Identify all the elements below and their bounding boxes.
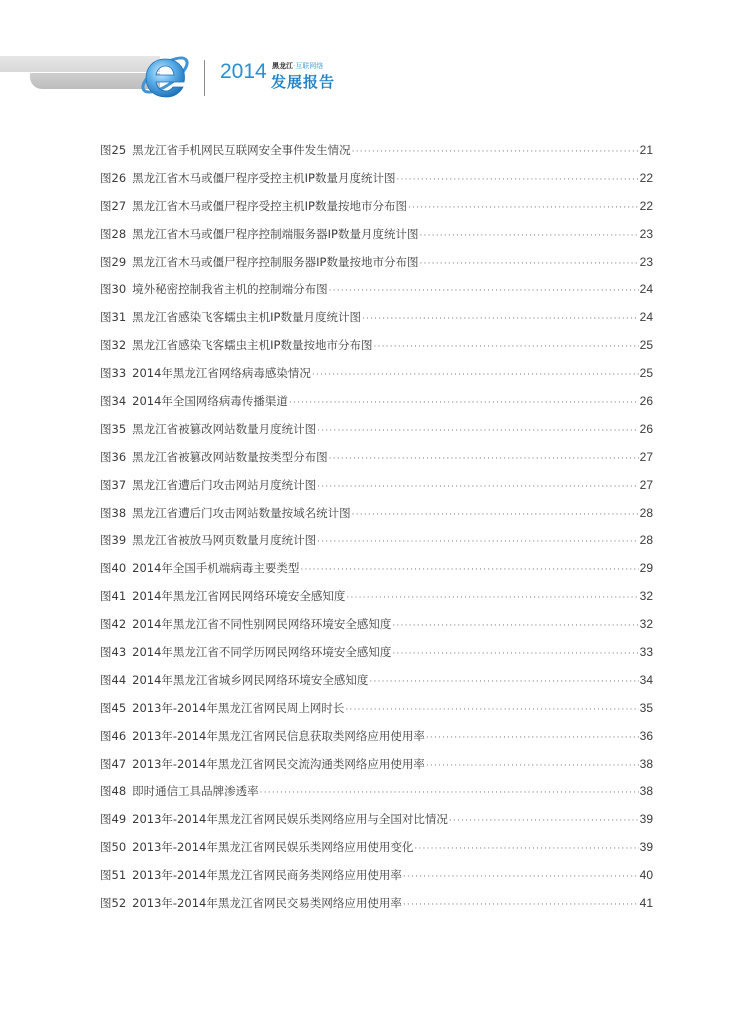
page-number: 26 (639, 421, 653, 436)
figure-number: 图31 (100, 310, 127, 325)
toc-entry[interactable] (100, 308, 653, 336)
header-divider (204, 60, 205, 96)
figure-title: 黑龙江省遭后门攻击网站数量按域名统计图 (132, 505, 351, 520)
figure-number: 图48 (100, 784, 127, 799)
toc-entry[interactable] (100, 253, 653, 281)
page-number: 29 (639, 561, 653, 576)
toc-entry[interactable] (100, 531, 653, 559)
page-number: 40 (639, 868, 653, 883)
toc-entry[interactable] (100, 671, 653, 699)
figure-title: 2013年-2014年黑龙江省网民周上网时长 (132, 700, 345, 715)
figure-title: 2014年全国网络病毒传播渠道 (132, 394, 288, 409)
figure-number: 图51 (100, 868, 127, 883)
figure-number: 图35 (100, 421, 127, 436)
dot-leader (317, 478, 639, 496)
figure-title: 2013年-2014年黑龙江省网民商务类网络应用使用率 (132, 868, 402, 883)
toc-entry[interactable] (100, 197, 653, 225)
toc-entry[interactable] (100, 810, 653, 838)
figure-title: 黑龙江省手机网民互联网安全事件发生情况 (132, 143, 351, 157)
figure-number: 图33 (100, 366, 127, 381)
page-number: 22 (639, 170, 653, 185)
figure-number: 图25 (100, 143, 127, 157)
figure-title: 2014年黑龙江省不同学历网民网络环境安全感知度 (132, 645, 392, 660)
dot-leader (369, 673, 638, 691)
dot-leader (414, 840, 638, 858)
dot-leader (362, 310, 639, 328)
dot-leader (408, 199, 639, 217)
page-number: 25 (639, 338, 653, 353)
report-subtitle (272, 62, 323, 70)
dot-leader (396, 171, 638, 189)
figure-number: 图26 (100, 170, 127, 185)
page-number: 38 (639, 784, 653, 799)
dot-leader (449, 812, 639, 830)
figure-number: 图47 (100, 756, 127, 771)
figure-list (100, 141, 653, 922)
figure-number: 图50 (100, 840, 127, 855)
figure-number: 图32 (100, 338, 127, 353)
page-number: 28 (639, 505, 653, 520)
page-header (0, 0, 755, 120)
figure-number: 图43 (100, 645, 127, 660)
figure-title: 黑龙江省感染飞客蠕虫主机IP数量月度统计图 (132, 310, 361, 325)
figure-number: 图29 (100, 254, 127, 269)
toc-entry[interactable] (100, 643, 653, 671)
figure-title: 2013年-2014年黑龙江省网民交易类网络应用使用率 (132, 896, 402, 911)
dot-leader (392, 645, 638, 663)
dot-leader (392, 617, 638, 635)
figure-number: 图46 (100, 728, 127, 743)
dot-leader (352, 506, 639, 524)
dot-leader (260, 784, 639, 802)
figure-title: 黑龙江省木马或僵尸程序受控主机IP数量按地市分布图 (132, 198, 407, 213)
figure-title: 黑龙江省遭后门攻击网站月度统计图 (132, 477, 317, 492)
dot-leader (317, 422, 639, 440)
figure-number: 图34 (100, 394, 127, 409)
toc-entry[interactable] (100, 699, 653, 727)
figure-number: 图37 (100, 477, 127, 492)
figure-title: 黑龙江省木马或僵尸程序受控主机IP数量月度统计图 (132, 170, 396, 185)
dot-leader (346, 589, 638, 607)
page-number: 33 (639, 645, 653, 660)
figure-title: 黑龙江省感染飞客蠕虫主机IP数量按地市分布图 (132, 338, 373, 353)
page-number: 24 (639, 282, 653, 297)
page-number: 32 (639, 617, 653, 632)
figure-title: 2014年黑龙江省网络病毒感染情况 (132, 366, 311, 381)
toc-entry[interactable] (100, 392, 653, 420)
figure-number: 图42 (100, 617, 127, 632)
toc-entry[interactable] (100, 504, 653, 532)
toc-entry[interactable] (100, 587, 653, 615)
figure-title: 黑龙江省被放马网页数量月度统计图 (132, 533, 317, 548)
dot-leader (329, 282, 639, 300)
dot-leader (317, 533, 639, 551)
page-number: 26 (639, 394, 653, 409)
toc-entry[interactable] (100, 894, 653, 922)
figure-title: 黑龙江省木马或僵尸程序控制端服务器IP数量月度统计图 (132, 226, 419, 241)
figure-title: 2014年黑龙江省网民网络环境安全感知度 (132, 589, 346, 604)
toc-entry[interactable] (100, 782, 653, 810)
page-number: 34 (639, 672, 653, 687)
figure-title: 即时通信工具品牌渗透率 (132, 784, 259, 799)
page-number: 28 (639, 533, 653, 548)
page-number: 38 (639, 756, 653, 771)
toc-entry[interactable] (100, 615, 653, 643)
figure-title: 2013年-2014年黑龙江省网民娱乐类网络应用与全国对比情况 (132, 812, 448, 827)
toc-entry[interactable] (100, 866, 653, 894)
figure-title: 2013年-2014年黑龙江省网民交流沟通类网络应用使用率 (132, 756, 425, 771)
toc-entry[interactable] (100, 169, 653, 197)
dot-leader (419, 227, 638, 245)
page-number: 23 (639, 254, 653, 269)
dot-leader (419, 255, 638, 273)
figure-number: 图45 (100, 700, 127, 715)
figure-number: 图52 (100, 896, 127, 911)
page-number: 35 (639, 700, 653, 715)
toc-entry[interactable] (100, 559, 653, 587)
figure-number: 图41 (100, 589, 127, 604)
page-number: 36 (639, 728, 653, 743)
dot-leader (300, 561, 638, 579)
figure-title: 黑龙江省被篡改网站数量按类型分布图 (132, 449, 328, 464)
page-number: 27 (639, 477, 653, 492)
page-number: 22 (639, 198, 653, 213)
page-number: 21 (639, 143, 653, 157)
ie-e-logo-icon (135, 47, 193, 105)
toc-entry[interactable] (100, 280, 653, 308)
figure-number: 图28 (100, 226, 127, 241)
dot-leader (345, 701, 638, 719)
figure-number: 图30 (100, 282, 127, 297)
page-number: 32 (639, 589, 653, 604)
dot-leader (312, 366, 639, 384)
dot-leader (426, 729, 639, 747)
page-number: 24 (639, 310, 653, 325)
figure-number: 图27 (100, 198, 127, 213)
page-number: 25 (639, 366, 653, 381)
subtitle-net: 互联网络 (295, 62, 324, 70)
toc-entry[interactable] (100, 364, 653, 392)
figure-title: 境外秘密控制我省主机的控制端分布图 (132, 282, 328, 297)
figure-title: 2013年-2014年黑龙江省网民信息获取类网络应用使用率 (132, 728, 425, 743)
subtitle-separator: · (293, 62, 296, 70)
figure-title: 2014年黑龙江省城乡网民网络环境安全感知度 (132, 672, 369, 687)
figure-title: 2014年黑龙江省不同性别网民网络环境安全感知度 (132, 617, 392, 632)
toc-entry[interactable] (100, 755, 653, 783)
dot-leader (289, 394, 639, 412)
figure-number: 图38 (100, 505, 127, 520)
figure-title: 2014年全国手机端病毒主要类型 (132, 561, 300, 576)
page-number: 23 (639, 226, 653, 241)
figure-number: 图49 (100, 812, 127, 827)
toc-entry[interactable] (100, 727, 653, 755)
figure-number: 图44 (100, 672, 127, 687)
report-title: 发展报告 (271, 73, 336, 91)
report-year: 2014 (220, 60, 267, 83)
figure-title: 黑龙江省木马或僵尸程序控制服务器IP数量按地市分布图 (132, 254, 419, 269)
dot-leader (352, 143, 639, 161)
figure-title: 黑龙江省被篡改网站数量月度统计图 (132, 421, 317, 436)
toc-entry[interactable] (100, 420, 653, 448)
figure-title: 2013年-2014年黑龙江省网民娱乐类网络应用使用变化 (132, 840, 414, 855)
dot-leader (329, 450, 639, 468)
dot-leader (403, 896, 639, 914)
province-name: 黑龙江 (272, 62, 293, 70)
page-number: 41 (639, 896, 653, 911)
figure-number: 图39 (100, 533, 127, 548)
page-number: 27 (639, 449, 653, 464)
toc-entry[interactable] (100, 141, 653, 169)
figure-number: 图40 (100, 561, 127, 576)
dot-leader (373, 338, 638, 356)
toc-entry[interactable] (100, 448, 653, 476)
dot-leader (426, 757, 639, 775)
dot-leader (403, 868, 639, 886)
toc-entry[interactable] (100, 225, 653, 253)
page-number: 39 (639, 840, 653, 855)
toc-entry[interactable] (100, 838, 653, 866)
toc-entry[interactable] (100, 476, 653, 504)
figure-number: 图36 (100, 449, 127, 464)
toc-entry[interactable] (100, 336, 653, 364)
page-number: 39 (639, 812, 653, 827)
